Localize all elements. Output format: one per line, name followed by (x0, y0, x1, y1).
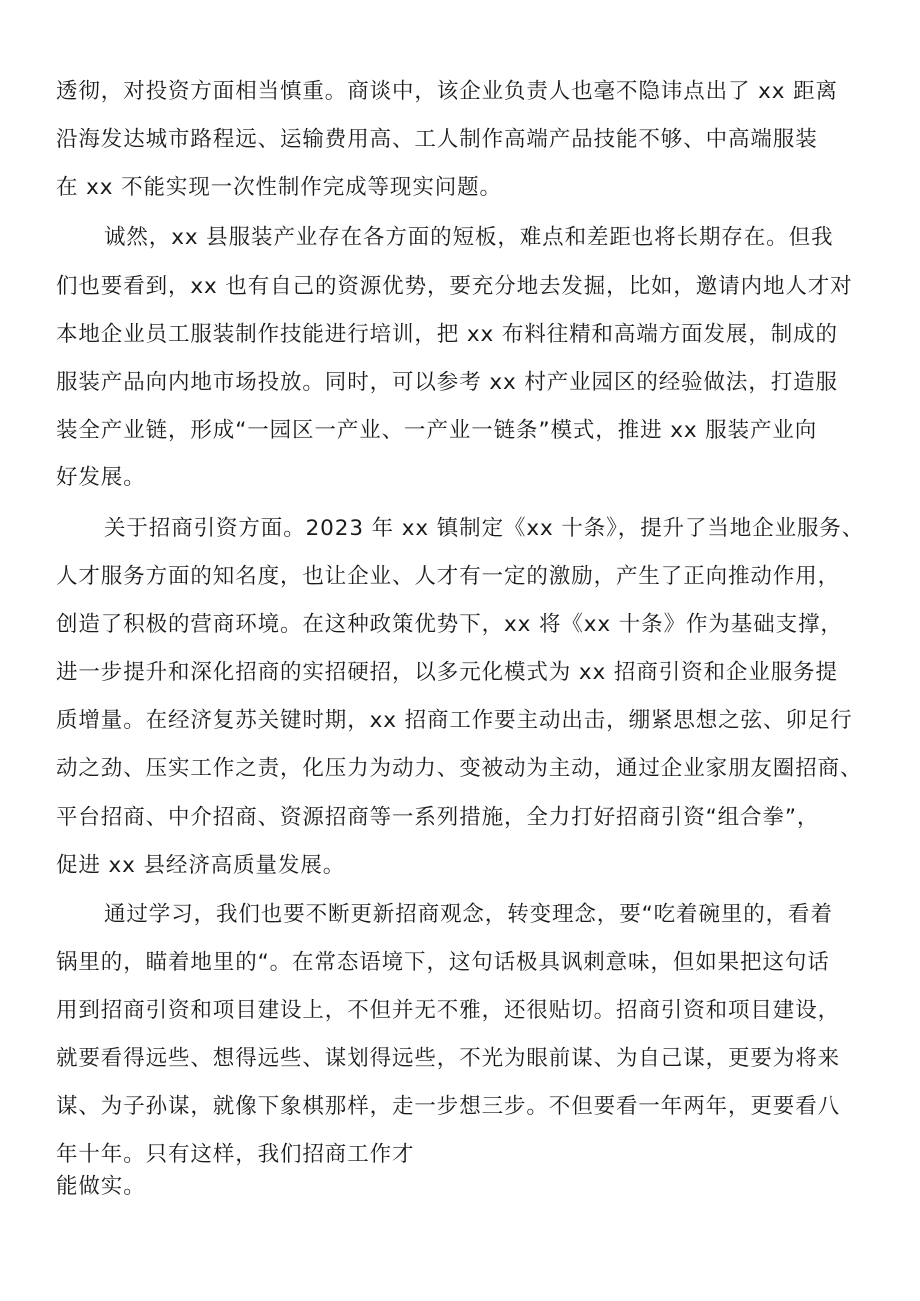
text-line: 平台招商、中介招商、资源招商等一系列措施，全力打好招商引资“组合拳”， (56, 805, 820, 830)
text-line: 好发展。 (56, 465, 146, 490)
text-line: 透彻，对投资方面相当慎重。商谈中，该企业负责人也毫不隐讳点出了 xx 距离 (56, 79, 838, 104)
text-line: 沿海发达城市路程远、运输费用高、工人制作高端产品技能不够、中高端服装 (56, 127, 818, 152)
text-line: 能做实。 (56, 1174, 146, 1199)
text-line: 锅里的，瞄着地里的“。在常态语境下，这句话极具讽刺意味，但如果把这句话 (56, 950, 830, 975)
text-line: 促进 xx 县经济高质量发展。 (56, 853, 346, 878)
text-line: 就要看得远些、想得远些、谋划得远些，不光为眼前谋、为自己谋，更要为将来 (56, 1046, 841, 1071)
text-line: 本地企业员工服装制作技能进行培训，把 xx 布料往精和高端方面发展，制成的 (56, 322, 838, 347)
text-line: 创造了积极的营商环境。在这种政策优势下，xx 将《xx 十条》作为基础支撑， (56, 612, 843, 637)
paragraph-start-line: 诚然，xx 县服装产业存在各方面的短板，难点和差距也将长期存在。但我 (104, 225, 834, 250)
text-line: 年十年。只有这样，我们招商工作才 (56, 1142, 415, 1167)
text-line: 在 xx 不能实现一次性制作完成等现实问题。 (56, 175, 502, 200)
text-line: 服装产品向内地市场投放。同时，可以参考 xx 村产业园区的经验做法，打造服 (56, 370, 838, 395)
text-line: 质增量。在经济复苏关键时期，xx 招商工作要主动出击，绷紧思想之弦、卯足行 (56, 708, 853, 733)
text-line: 进一步提升和深化招商的实招硬招，以多元化模式为 xx 招商引资和企业服务提 (56, 660, 838, 685)
text-line: 们也要看到，xx 也有自己的资源优势，要充分地去发掘，比如，邀请内地人才对 (56, 274, 853, 299)
text-line: 人才服务方面的知名度，也让企业、人才有一定的激励，产生了正向推动作用， (56, 564, 841, 589)
paragraph-start-line: 关于招商引资方面。2023 年 xx 镇制定《xx 十条》，提升了当地企业服务、 (104, 516, 865, 541)
text-line: 动之劲、压实工作之责，化压力为动力、变被动为主动，通过企业家朋友圈招商、 (56, 756, 863, 781)
text-line: 谋、为子孙谋，就像下象棋那样，走一步想三步。不但要看一年两年，更要看八 (56, 1094, 841, 1119)
text-line: 用到招商引资和项目建设上，不但并无不雅，还很贴切。招商引资和项目建设， (56, 998, 841, 1023)
text-line: 装全产业链，形成“一园区一产业、一产业一链条”模式，推进 xx 服装产业向 (56, 418, 818, 443)
paragraph-start-line: 通过学习，我们也要不断更新招商观念，转变理念，要“吃着碗里的，看着 (104, 902, 833, 927)
